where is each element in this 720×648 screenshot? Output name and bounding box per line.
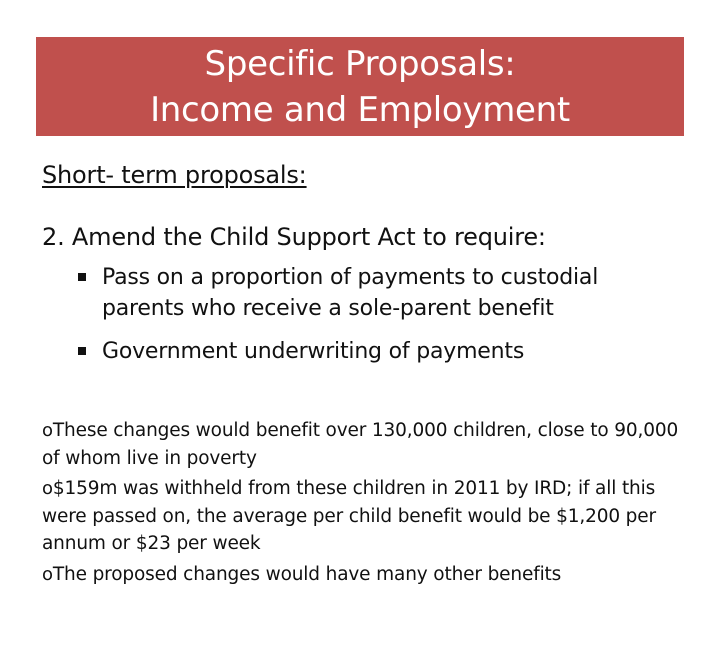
- point-heading: 2. Amend the Child Support Act to require:: [42, 223, 546, 251]
- title-banner: [36, 37, 684, 136]
- square-bullet-icon: [78, 347, 86, 355]
- bullet-list: [78, 262, 678, 379]
- note-item: [42, 561, 682, 589]
- square-bullet-icon: [78, 273, 86, 281]
- note-text: These changes would benefit over 130,000 children, close to 90,000 of whom live in poverty: [42, 420, 679, 469]
- title-line-1: Specific Proposals:: [204, 44, 516, 84]
- bullet-text: Government underwriting of payments: [102, 339, 525, 364]
- circle-bullet-icon: o: [42, 478, 53, 499]
- title-line-2: Income and Employment: [150, 90, 570, 130]
- subheading: Short- term proposals:: [42, 161, 307, 189]
- circle-bullet-icon: o: [42, 563, 53, 585]
- bullet-item: [78, 336, 678, 367]
- notes-list: [42, 417, 682, 591]
- bullet-item: [78, 262, 678, 324]
- note-item: [42, 417, 682, 472]
- note-text: The proposed changes would have many other benefits: [52, 563, 562, 585]
- circle-bullet-icon: o: [42, 420, 53, 441]
- note-item: [42, 475, 682, 558]
- note-text: $159m was withheld from these children in 2011 by IRD; if all this were passed on, the average per child benefit would be $1,200 per annum or $23 per week: [42, 478, 656, 554]
- bullet-text: Pass on a proportion of payments to custodial parents who receive a sole-parent benefit: [102, 265, 599, 321]
